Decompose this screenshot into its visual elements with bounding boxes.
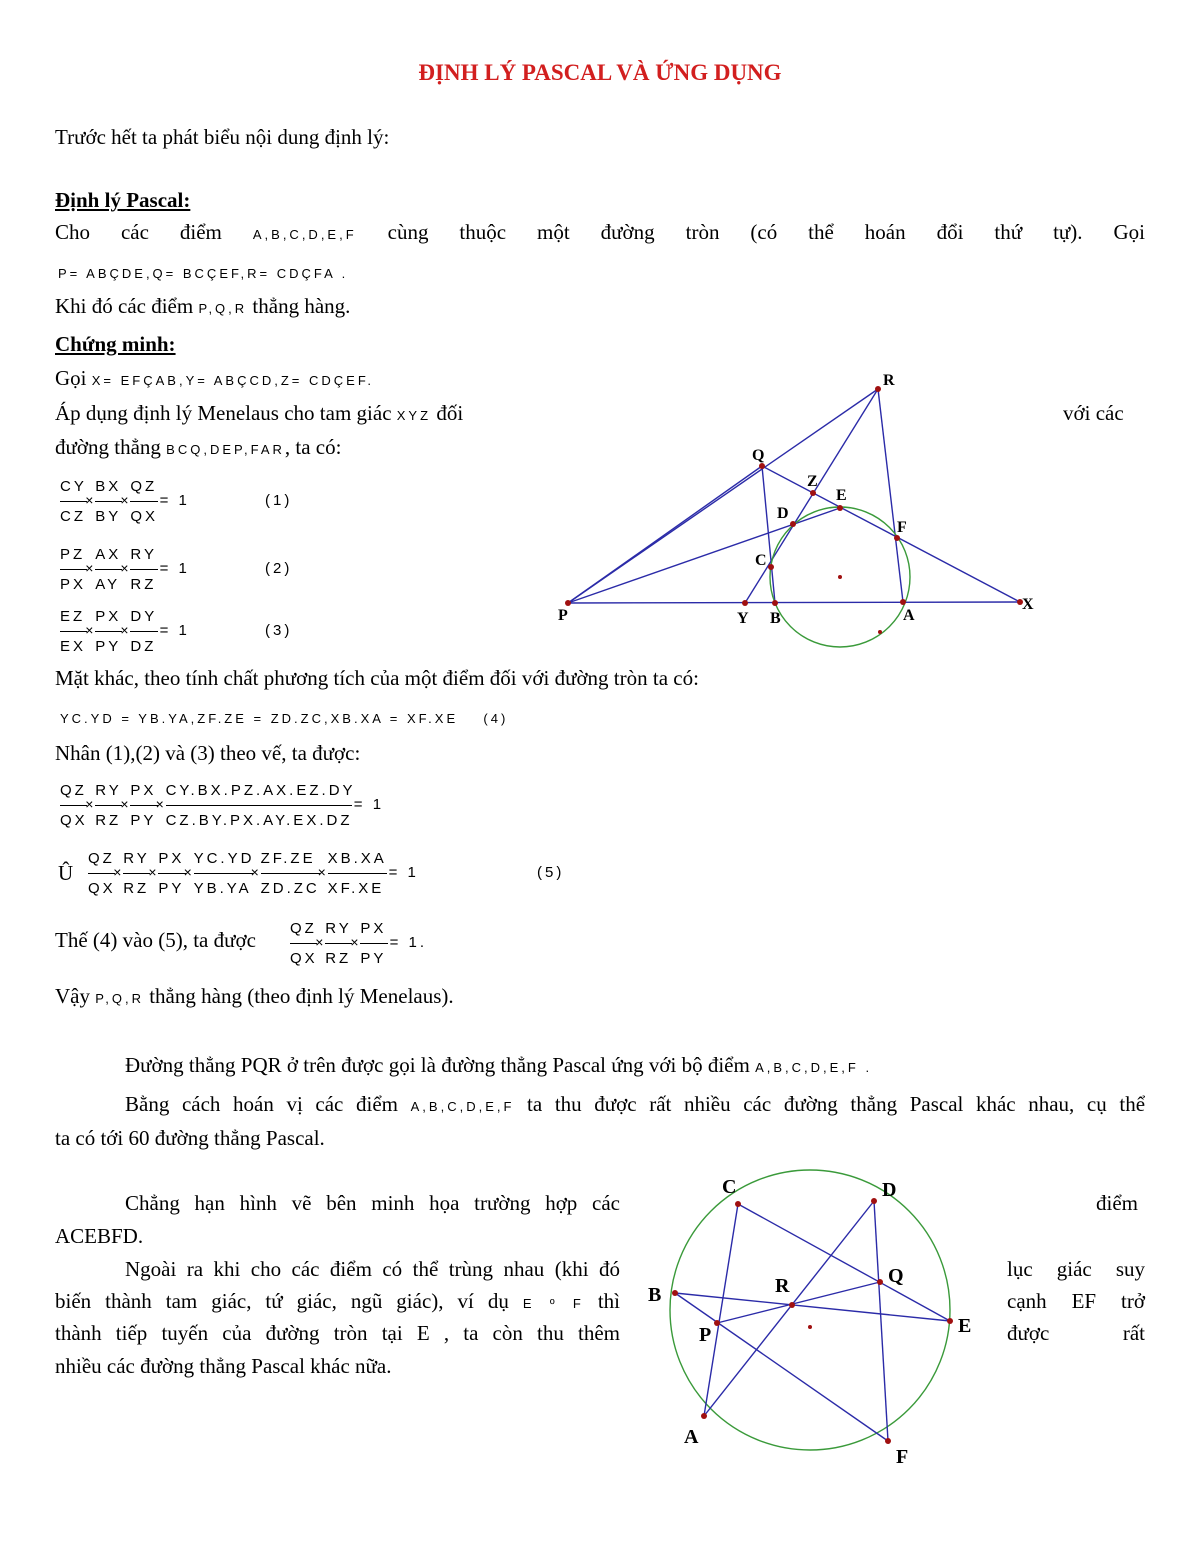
equation-4 [60, 703, 508, 732]
theorem-line-1 [55, 219, 1145, 248]
label2-e: E [958, 1315, 972, 1337]
fraction-bar [95, 805, 122, 806]
center-2 [808, 1325, 812, 1329]
conclusion-points: P,Q,R [95, 991, 144, 1006]
fraction-denominator: PY [158, 880, 185, 897]
theorem-line-3 [55, 293, 350, 322]
theorem-line3-pre: Khi đó các điểm [55, 294, 194, 318]
fraction-bar [290, 943, 317, 944]
proof-lines-line [55, 434, 341, 463]
times-sign: × [148, 864, 157, 880]
fraction-denominator: ZD.ZC [260, 880, 320, 897]
line-pq [568, 466, 762, 603]
fraction-denominator: YB.YA [193, 880, 252, 897]
equation-rhs: = 1 [388, 864, 419, 881]
label2-c: C [722, 1176, 737, 1198]
conclusion-line [55, 983, 454, 1012]
fraction-numerator: EZ [60, 608, 86, 625]
equation-rhs: = 1 [353, 796, 385, 813]
equiv-symbol: Û [58, 861, 74, 885]
fraction-denominator: DZ [130, 638, 157, 655]
fraction-denominator: RZ [130, 576, 157, 593]
point2-r [789, 1302, 795, 1308]
para-3-line-2: ACEBFD. [55, 1224, 144, 1248]
theorem-line3-post: thẳng hàng. [252, 294, 351, 318]
fraction-denominator: CZ [60, 508, 86, 525]
line-fd [874, 1201, 888, 1441]
fraction-numerator: RY [325, 920, 352, 937]
point-z [810, 490, 816, 496]
figure-pascal-proof [550, 360, 1050, 660]
fraction-denominator: RZ [325, 950, 352, 967]
line-pascal [717, 1282, 880, 1323]
equation-tag: (2) [265, 560, 293, 577]
conclusion-pre: Vậy [55, 984, 90, 1008]
point2-a [701, 1413, 707, 1419]
times-sign: × [113, 864, 122, 880]
proof-define-line [55, 365, 374, 394]
fraction-numerator: PX [95, 608, 122, 625]
theorem-line1-post: cùng thuộc một đường tròn (có thể hoán đổi thứ tự). Gọi [387, 220, 1145, 244]
label-a: A [903, 607, 915, 624]
fraction-denominator: RZ [123, 880, 150, 897]
line-bf [675, 1293, 888, 1441]
label-b: B [770, 610, 781, 627]
page-title: ĐỊNH LÝ PASCAL VÀ ỨNG DỤNG [418, 60, 782, 85]
center-1 [838, 575, 842, 579]
times-sign: × [85, 560, 94, 576]
fraction-numerator: QZ [130, 478, 158, 495]
fraction-numerator: YC.YD [193, 850, 255, 867]
line-ra [878, 389, 903, 602]
point2-c [735, 1201, 741, 1207]
theorem-line3-points: P,Q,R [198, 301, 248, 316]
extra-point [878, 630, 882, 634]
fraction-bar [60, 631, 87, 632]
para-1 [125, 1052, 872, 1081]
fraction-denominator: CZ.BY.PX.AY.EX.DZ [165, 812, 353, 829]
times-sign: × [155, 796, 164, 812]
fraction-numerator: RY [123, 850, 150, 867]
label-p: P [558, 607, 568, 624]
fraction-numerator: DY [130, 608, 158, 625]
para-4-l2-math: E º F [522, 1296, 584, 1311]
fraction-numerator: PX [130, 782, 157, 799]
fraction-numerator: CY [60, 478, 87, 495]
para-4-left-2 [55, 1288, 620, 1317]
proof-goi: Gọi [55, 366, 87, 390]
power-text: Mặt khác, theo tính chất phương tích của một điểm đối với đường tròn ta có: [55, 666, 699, 690]
label-d: D [777, 505, 789, 522]
point2-p [714, 1320, 720, 1326]
label-y: Y [737, 610, 749, 627]
figure-pascal-acebfd [640, 1165, 1000, 1475]
point-r [875, 386, 881, 392]
times-sign: × [350, 934, 359, 950]
label2-r: R [775, 1275, 790, 1297]
para-2 [125, 1091, 1145, 1120]
point-p [565, 600, 571, 606]
point2-e [947, 1318, 953, 1324]
para-4-right-1: lục giác suy [1007, 1257, 1145, 1281]
para-2-points: A,B,C,D,E,F [410, 1099, 515, 1114]
multiply-text: Nhân (1),(2) và (3) theo vế, ta được: [55, 741, 361, 765]
times-sign: × [250, 864, 259, 880]
point-y [742, 600, 748, 606]
times-sign: × [120, 796, 129, 812]
menelaus-mid: đối [436, 401, 464, 425]
fraction-bar [130, 501, 157, 502]
para-4-left-1: Ngoài ra khi cho các điểm có thể trùng nhau (khi đó [125, 1257, 620, 1281]
fraction-numerator: XB.XA [327, 850, 387, 867]
fraction-bar [325, 943, 352, 944]
menelaus-pre: Áp dụng định lý Menelaus cho tam giác [55, 401, 392, 425]
fraction-denominator: AY [95, 576, 121, 593]
fraction-bar [130, 631, 157, 632]
label-q: Q [752, 447, 765, 464]
para-3-left: Chẳng hạn hình vẽ bên minh họa trường hợp các [125, 1191, 620, 1215]
para-4-left-3: thành tiếp tuyến của đường tròn tại E , ta còn thu thêm [55, 1321, 620, 1345]
equation-rhs: = 1 [159, 622, 190, 639]
line-eb [675, 1293, 950, 1321]
lines-math: BCQ,DEP,FAR [166, 442, 285, 457]
line-pe [568, 508, 840, 603]
label-c: C [755, 552, 767, 569]
fraction-denominator: PX [60, 576, 87, 593]
label2-f: F [896, 1446, 909, 1468]
label-e: E [836, 487, 847, 504]
theorem-line1-points: A,B,C,D,E,F [252, 227, 357, 242]
point-d [790, 521, 796, 527]
fraction-numerator: PX [360, 920, 387, 937]
theorem-line-2 [58, 258, 348, 287]
fraction-numerator: QZ [88, 850, 115, 867]
fraction-bar [60, 569, 87, 570]
para-2-pre: Bằng cách hoán vị các điểm [125, 1092, 398, 1116]
fraction-numerator: ZF.ZE [260, 850, 316, 867]
times-sign: × [85, 622, 94, 638]
theorem-heading: Định lý Pascal: [55, 188, 191, 212]
label-f: F [897, 519, 907, 536]
theorem-intersections-math: P= ABÇDE,Q= BCÇEF,R= CDÇFA . [58, 266, 349, 281]
intro-text: Trước hết ta phát biểu nội dung định lý: [55, 125, 390, 149]
times-sign: × [317, 864, 326, 880]
times-sign: × [120, 492, 129, 508]
point2-f [885, 1438, 891, 1444]
fraction-numerator: RY [95, 782, 122, 799]
proof-goi-math: X= EFÇAB,Y= ABÇCD,Z= CDÇEF. [91, 373, 374, 388]
fraction-numerator: RY [130, 546, 157, 563]
fraction-denominator: PY [360, 950, 387, 967]
proof-menelaus-end: với các [1063, 401, 1124, 425]
fraction-bar [95, 501, 122, 502]
fraction-numerator: PX [158, 850, 185, 867]
lines-post: , ta có: [284, 435, 342, 459]
fraction-denominator: PY [95, 638, 122, 655]
fraction-bar [60, 501, 87, 502]
fraction-bar [95, 569, 122, 570]
point2-b [672, 1290, 678, 1296]
equation-4-body: YC.YD = YB.YA,ZF.ZE = ZD.ZC,XB.XA = XF.XE [60, 711, 459, 726]
fraction-denominator: EX [60, 638, 87, 655]
label-x: X [1022, 596, 1034, 613]
point-c [768, 564, 774, 570]
fraction-numerator: QZ [290, 920, 317, 937]
para-2-line-2: ta có tới 60 đường thẳng Pascal. [55, 1126, 325, 1150]
menelaus-triangle: XYZ [396, 408, 432, 423]
fraction-numerator: CY.BX.PZ.AX.EZ.DY [165, 782, 356, 799]
para-4-l2-post: thì [597, 1289, 621, 1313]
fraction-denominator: XF.XE [327, 880, 385, 897]
fraction-numerator: PZ [60, 546, 86, 563]
fraction-bar [130, 805, 157, 806]
para-4-l2-pre: biến thành tam giác, tứ giác, ngũ giác), ví dụ [55, 1289, 509, 1313]
equation-tag: (5) [537, 864, 565, 881]
fraction-bar [261, 873, 320, 874]
conclusion-post: thẳng hàng (theo định lý Menelaus). [149, 984, 454, 1008]
times-sign: × [315, 934, 324, 950]
fraction-bar [88, 873, 115, 874]
times-sign: × [120, 560, 129, 576]
fraction-denominator: QX [88, 880, 116, 897]
proof-menelaus-line [55, 400, 463, 429]
equation-4-tag: (4) [483, 711, 509, 726]
fraction-denominator: RZ [95, 812, 122, 829]
para-4-right-3: được rất [1007, 1321, 1145, 1345]
times-sign: × [120, 622, 129, 638]
lines-pre: đường thẳng [55, 435, 161, 459]
fraction-bar [130, 569, 157, 570]
point-e [837, 505, 843, 511]
fraction-bar [360, 943, 387, 944]
fraction-bar [158, 873, 185, 874]
fraction-numerator: AX [95, 546, 122, 563]
point-b [772, 600, 778, 606]
fraction-bar [166, 805, 352, 806]
label2-q: Q [888, 1265, 904, 1287]
fraction-bar [328, 873, 387, 874]
equation-rhs: = 1 [159, 492, 190, 509]
equation-rhs: = 1 [159, 560, 190, 577]
proof-heading: Chứng minh: [55, 332, 176, 356]
point-a [900, 599, 906, 605]
theorem-line1-pre: Cho các điểm [55, 220, 222, 244]
fraction-denominator: QX [60, 812, 88, 829]
para-4-left-4: nhiều các đường thẳng Pascal khác nữa. [55, 1354, 392, 1378]
point2-d [871, 1198, 877, 1204]
label2-d: D [882, 1179, 897, 1201]
para-2-post: ta thu được rất nhiều các đường thẳng Pascal khác nhau, cụ thể [527, 1092, 1146, 1116]
label2-a: A [684, 1426, 699, 1448]
label-r: R [883, 372, 895, 389]
fraction-bar [194, 873, 253, 874]
para-3-right: điểm [1096, 1191, 1138, 1215]
equation-rhs: = 1. [389, 934, 428, 951]
point2-q [877, 1279, 883, 1285]
label2-b: B [648, 1284, 662, 1306]
equation-tag: (3) [265, 622, 293, 639]
fraction-denominator: BY [95, 508, 122, 525]
fraction-denominator: QX [290, 950, 318, 967]
para-4-right-2: cạnh EF trở [1007, 1289, 1145, 1313]
fraction-numerator: BX [95, 478, 122, 495]
para-1-points: A,B,C,D,E,F . [755, 1060, 873, 1075]
fraction-bar [60, 805, 87, 806]
line-ac [704, 1204, 738, 1416]
line-px [568, 602, 1020, 603]
line-qx [762, 466, 1020, 602]
times-sign: × [85, 492, 94, 508]
fraction-bar [123, 873, 150, 874]
label2-p: P [699, 1324, 712, 1346]
equation-tag: (1) [265, 492, 293, 509]
para-1-text: Đường thẳng PQR ở trên được gọi là đường thẳng Pascal ứng với bộ điểm [125, 1053, 750, 1077]
circle-2 [670, 1170, 950, 1450]
label-z: Z [807, 473, 818, 490]
fraction-denominator: PY [130, 812, 157, 829]
times-sign: × [85, 796, 94, 812]
times-sign: × [183, 864, 192, 880]
substitute-text: Thế (4) vào (5), ta được [55, 928, 256, 952]
fraction-bar [95, 631, 122, 632]
fraction-numerator: QZ [60, 782, 87, 799]
line-da [704, 1201, 874, 1416]
fraction-denominator: QX [130, 508, 159, 525]
